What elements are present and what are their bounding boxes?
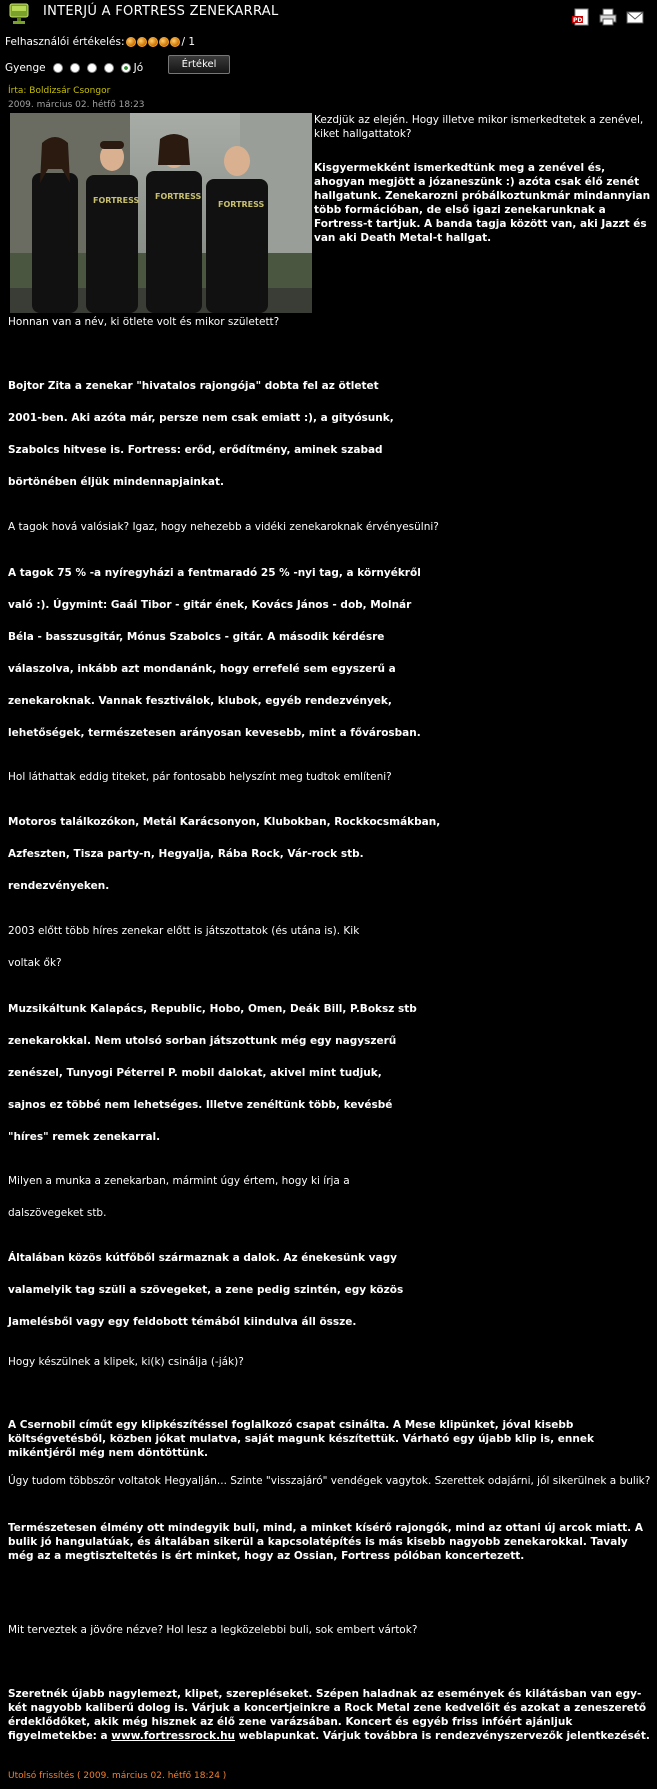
question-2: Honnan van a név, ki ötlete volt és mikor született? bbox=[8, 316, 280, 328]
question-1: Kezdjük az elején. Hogy illetve mikor ismerkedtetek a zenével, kiket hallgattatok? bbox=[314, 114, 644, 140]
rating-stars bbox=[126, 37, 180, 47]
answer-3-line-3: Béla - basszusgitár, Mónus Szabolcs - gitár. A második kérdésre bbox=[8, 631, 385, 643]
rating-star-icon bbox=[148, 37, 158, 47]
answer-4-line-2: Azfeszten, Tisza party-n, Hegyalja, Rába Rock, Vár-rock stb. bbox=[8, 848, 364, 860]
answer-6-line-3: Jamelésből vagy egy feldobott témából kiindulva áll össze. bbox=[8, 1316, 357, 1328]
rating-star-icon bbox=[126, 37, 136, 47]
answer-2-line-2: 2001-ben. Aki azóta már, persze nem csak emiatt :), a gityósunk, bbox=[8, 412, 394, 424]
answer-7: A Csernobil címűt egy klipkészítéssel foglalkozó csapat csinálta. A Mese klipünket, jóval kisebb költségvetésből, közben jókat mulatva, saját magunk készítettük. Várható egy újabb klip is, ennek mikéntjéről még nem döntöttünk. bbox=[8, 1419, 594, 1459]
svg-text:FORTRESS: FORTRESS bbox=[93, 196, 140, 205]
band-photo bbox=[10, 113, 312, 313]
email-icon[interactable] bbox=[626, 8, 644, 26]
question-9: Mit terveztek a jövőre nézve? Hol lesz a legközelebbi buli, sok embert vártok? bbox=[8, 1624, 418, 1636]
question-7: Hogy készülnek a klipek, ki(k) csinálja (-ják)? bbox=[8, 1356, 244, 1368]
answer-5-line-2: zenekarokkal. Nem utolsó sorban játszottunk még egy nagyszerű bbox=[8, 1035, 397, 1047]
vote-option-5[interactable] bbox=[121, 63, 131, 73]
vote-low-label: Gyenge bbox=[5, 62, 46, 74]
svg-text:FORTRESS: FORTRESS bbox=[218, 200, 265, 209]
vote-option-2[interactable] bbox=[70, 63, 80, 73]
question-6-line-2: dalszövegeket stb. bbox=[8, 1207, 107, 1219]
pdf-icon[interactable] bbox=[572, 8, 590, 26]
answer-3-line-1: A tagok 75 % -a nyíregyházi a fentmaradó 25 % -nyi tag, a környékről bbox=[8, 567, 421, 579]
answer-6-line-1: Általában közös kútfőből származnak a dalok. Az énekesünk vagy bbox=[8, 1252, 397, 1264]
answer-3-line-4: válaszolva, inkább azt mondanánk, hogy errefelé sem egyszerű a bbox=[8, 663, 396, 675]
rating-label: Felhasználói értékelés: bbox=[5, 36, 125, 48]
vote-form bbox=[5, 62, 143, 74]
answer-9-text-end: weblapunkat. Várjuk továbbra is rendezvényszervezők jelentkezését. bbox=[235, 1730, 650, 1742]
article-header bbox=[0, 0, 657, 28]
question-5-line-1: 2003 előtt több híres zenekar előtt is játszottatok (és utána is). Kik bbox=[8, 925, 360, 937]
answer-3-line-2: való :). Úgymint: Gaál Tibor - gitár ének, Kovács János - dob, Molnár bbox=[8, 599, 412, 611]
article-actions bbox=[572, 8, 644, 26]
answer-8: Természetesen élmény ott mindegyik buli, mind, a minket kísérő rajongók, mind az ottani új arcok miatt. A bulik jó hangulatúak, és általában sikerül a kapcsolatépítés is más kisebb nagyobb zenekarokkal. Tavaly még az a megtiszteltetés is ért minket, hogy az Ossian, Fortress pólóban koncertezett. bbox=[8, 1522, 643, 1562]
question-3: A tagok hová valósiak? Igaz, hogy nehezebb a vidéki zenekaroknak érvényesülni? bbox=[8, 521, 439, 533]
svg-text:PDF: PDF bbox=[573, 17, 587, 24]
rating-star-icon bbox=[170, 37, 180, 47]
article-author: Írta: Boldizsár Csongor bbox=[8, 86, 111, 96]
answer-4-line-1: Motoros találkozókon, Metál Karácsonyon, Klubokban, Rockkocsmákban, bbox=[8, 816, 441, 828]
article-date: 2009. március 02. hétfő 18:23 bbox=[8, 100, 145, 110]
last-updated: Utolsó frissítés ( 2009. március 02. hétfő 18:24 ) bbox=[8, 1771, 227, 1781]
monitor-icon bbox=[9, 2, 29, 26]
answer-2-line-1: Bojtor Zita a zenekar "hivatalos rajongója" dobta fel az ötletet bbox=[8, 380, 379, 392]
vote-option-3[interactable] bbox=[87, 63, 97, 73]
question-5-line-2: voltak ők? bbox=[8, 957, 62, 969]
answer-3-line-6: lehetőségek, természetesen arányosan kevesebb, mint a fővárosban. bbox=[8, 727, 421, 739]
answer-5-line-3: zenészel, Tunyogi Péterrel P. mobil dalokat, akivel mint tudjuk, bbox=[8, 1067, 382, 1079]
svg-text:FORTRESS: FORTRESS bbox=[155, 192, 202, 201]
page-title: INTERJÚ A FORTRESS ZENEKARRAL bbox=[43, 4, 279, 19]
answer-5-line-1: Muzsikáltunk Kalapács, Republic, Hobo, Omen, Deák Bill, P.Boksz stb bbox=[8, 1003, 417, 1015]
answer-5-line-5: "híres" remek zenekarral. bbox=[8, 1131, 161, 1143]
answer-2-line-4: börtönében éljük mindennapjainkat. bbox=[8, 476, 224, 488]
vote-high-label: Jó bbox=[133, 62, 144, 74]
vote-option-1[interactable] bbox=[53, 63, 63, 73]
website-link[interactable]: www.fortressrock.hu bbox=[111, 1730, 236, 1742]
answer-6-line-2: valamelyik tag szüli a szövegeket, a zene pedig szintén, egy közös bbox=[8, 1284, 404, 1296]
vote-option-4[interactable] bbox=[104, 63, 114, 73]
answer-9 bbox=[8, 1687, 653, 1743]
rating-count: / 1 bbox=[181, 36, 196, 48]
rating-star-icon bbox=[137, 37, 147, 47]
rating-star-icon bbox=[159, 37, 169, 47]
user-rating bbox=[5, 36, 195, 48]
answer-4-line-3: rendezvényeken. bbox=[8, 880, 110, 892]
question-8: Úgy tudom többször voltatok Hegyalján... Szinte "visszajáró" vendégek vagytok. Szerettek odajárni, jól sikerülnek a bulik? bbox=[8, 1475, 651, 1487]
rate-button[interactable]: Értékel bbox=[168, 55, 230, 74]
answer-3-line-5: zenekaroknak. Vannak fesztiválok, klubok, egyéb rendezvények, bbox=[8, 695, 392, 707]
question-4: Hol láthattak eddig titeket, pár fontosabb helyszínt meg tudtok említeni? bbox=[8, 771, 392, 783]
question-6-line-1: Milyen a munka a zenekarban, mármint úgy értem, hogy ki írja a bbox=[8, 1175, 350, 1187]
answer-1: Kisgyermekként ismerkedtünk meg a zenével és, ahogyan megjött a józaneszünk :) azóta csak élő zenét hallgatunk. Zenekarozni próbálkoztunkmár mindannyian több formációban, de első igazi zenekarunknak a Fortress-t tartjuk. A banda tagja között van, aki Jazzt és van aki Death Metal-t hallgat. bbox=[314, 162, 651, 244]
answer-5-line-4: sajnos ez többé nem lehetséges. Illetve zenéltünk több, kevésbé bbox=[8, 1099, 393, 1111]
answer-2-line-3: Szabolcs hitvese is. Fortress: erőd, erődítmény, aminek szabad bbox=[8, 444, 383, 456]
answer-9-text: Szeretnék újabb nagylemezt, klipet, szerepléseket. Szépen haladnak az események és kilátásban van egy-két nagyobb kaliberű dolog is. Várjuk a koncertjeinkre a Rock Metal zene kedvelőit és azokat a zeneszerető érdeklődőket, akik még hisznek az élő zene varázsában. Koncert és egyéb friss infóért ajánljuk figyelmetekbe: a bbox=[8, 1688, 647, 1742]
print-icon[interactable] bbox=[599, 8, 617, 26]
